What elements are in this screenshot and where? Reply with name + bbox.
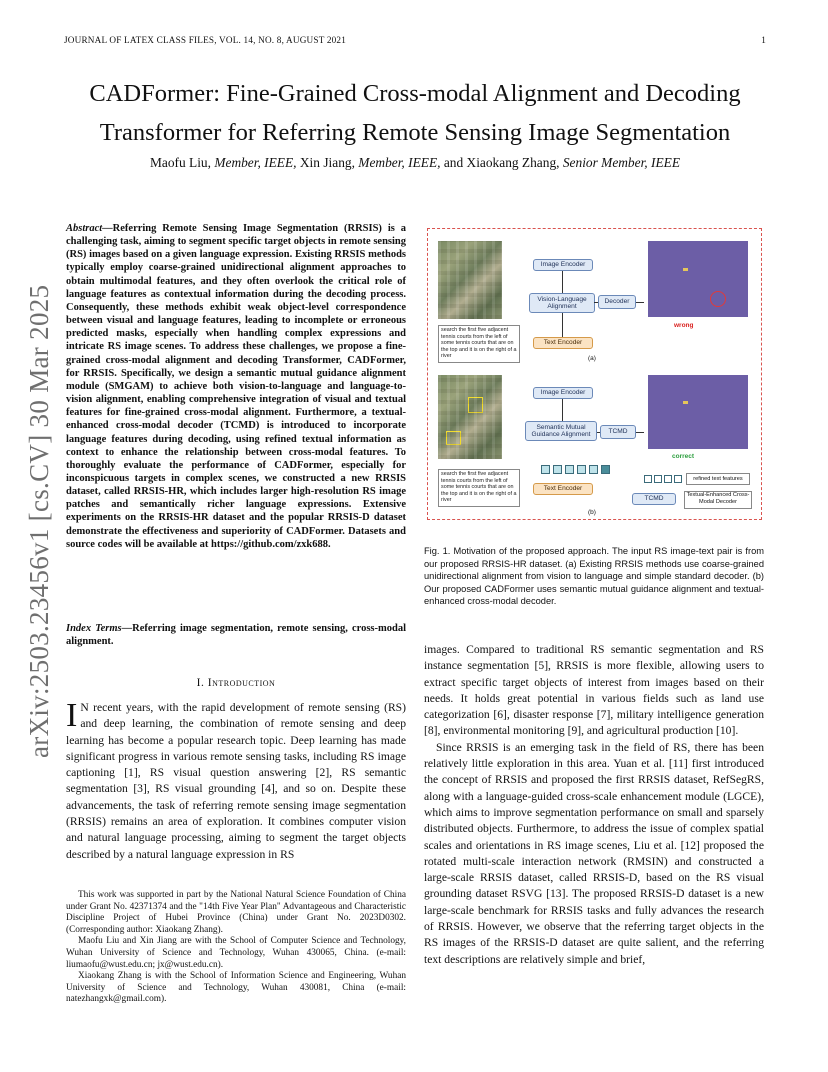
satellite-image-b — [438, 375, 502, 459]
author-list — [64, 155, 766, 171]
text-feature-square — [553, 465, 562, 474]
mask-blob — [683, 268, 688, 271]
legend-refined-text: refined text features — [686, 473, 750, 485]
abstract-text: —Referring Remote Sensing Image Segmentation (RRSIS) is a challenging task, aiming to segment specific target objects in remote sensing (RS) images based on a given language expression. Existing RRSIS methods typically employ coarse-grained unidirectional alignment approaches to obtain multimodal features, and they often overlook the critical role of language features as contextual information during the decoding process. Consequently, these methods exhibit weak object-level correspondence between visual and language features, leading to incomplete or erroneous predicted masks, especially when handling complex expressions and intricate RS image scenes. To address these challenges, we propose a fine-grained cross-modal alignment and decoding Transformer, CADFormer, for RRSIS. Specifically, we design a semantic mutual guidance alignment module (SMGAM) to achieve both vision-to-language and language-to-vision alignment, enabling comprehensive integration of visual and textual features for fine-grained cross-modal alignment. Furthermore, a textual-enhanced cross-modal decoder (TCMD) is introduced to incorporate language features during decoding, using refined textual information as context to enhance the relationship between cross-modal features. To thoroughly evaluate the performance of CADFormer, especially for inconspicuous targets in complex scenes, we constructed a new RRSIS dataset, called RRSIS-HR, which includes larger high-resolution RS image patches and semantically richer language expressions. Extensive experiments on the RRSIS-HR dataset and the popular RRSIS-D dataset demonstrate the effectiveness and superiority of CADFormer. Datasets and source codes will be available at https://github.com/zxk688. — [66, 223, 406, 550]
arrow — [562, 313, 563, 337]
text-feature-square — [565, 465, 574, 474]
index-terms-text: —Referring image segmentation, remote sensing, cross-modal alignment. — [66, 623, 407, 648]
author-3: and Xiaokang Zhang, — [443, 155, 560, 170]
index-terms-label: Index Terms — [66, 623, 122, 634]
prediction-mask-b — [648, 375, 748, 449]
arrow — [594, 302, 598, 303]
text-encoder-box-a: Text Encoder — [533, 337, 593, 349]
decoder-box: Decoder — [598, 295, 636, 309]
text-feature-square — [589, 465, 598, 474]
paragraph-2: Since RRSIS is an emerging task in the field of RS, there has been relatively little exploration in this area. Yuan et al. [11] first introduced the concept of RRSIS and proposed the first RRSIS dataset, RefSegRS, along with a language-guided cross-scale enhancement module (LGCE), which aims to improve segmentation performance on small and sparsely distributed objects. Furthermore, to address the issue of complex spatial scales and orientations in RS image scenes, Liu et al. [12] proposed the rotated multi-scale interaction network (RMSIN) and constructed a large-scale RRSIS dataset, called RRSIS-D, based on the RS visual grounding dataset RSVG [13]. The proposed RRSIS-D dataset is a new large-scale benchmark for RRSIS tasks and fully advances the research of RRSIS. However, we observe that the referring target objects in the RS images of the RRSIS-D dataset are quite salient, and the referring text descriptions are relatively simple and brief, — [424, 740, 764, 966]
paper-title — [64, 74, 766, 152]
arrow — [636, 432, 644, 433]
figure-label-b: (b) — [588, 509, 596, 516]
footnote-funding: This work was supported in part by the National Natural Science Foundation of China under Grant No. 42371374 and the "14th Five Year Plan" Advantageous and Characteristic Discipline Project of Hubei Province (China) under Grant No. 2023D0302. (Corresponding author: Xiaokang Zhang). — [66, 890, 406, 935]
tcmd-box: TCMD — [600, 425, 636, 439]
paragraph-1: images. Compared to traditional RS semantic segmentation and RS instance segmentation [5], RRSIS is more flexible, allowing users to extract specific target objects of interest from images based on their needs. It holds great potential in various fields such as land use categorization [6], disaster response [7], military intelligence generation [8], environmental monitoring [9], and agricultural production [10]. — [424, 643, 764, 738]
title-line-1: CADFormer: Fine-Grained Cross-modal Alignment and Decoding — [89, 80, 741, 107]
page-number: 1 — [761, 35, 766, 45]
footnote-affiliation-1: Maofu Liu and Xin Jiang are with the School of Computer Science and Technology, Wuhan University of Science and Technology, Wuhan 430065, China. (e-mail: liumaofu@wust.edu.cn; jx@wust.edu.cn). — [66, 936, 406, 970]
author-1: Maofu Liu, — [149, 155, 211, 170]
highlight-box — [468, 397, 483, 413]
text-feature-square — [601, 465, 610, 474]
prediction-mask-a — [648, 241, 748, 317]
abstract — [66, 222, 406, 551]
legend-tcmd-box: TCMD — [632, 493, 676, 505]
figure-1 — [427, 228, 762, 520]
running-head-text: JOURNAL OF LATEX CLASS FILES, VOL. 14, NO. 8, AUGUST 2021 — [64, 35, 347, 45]
legend-square — [644, 475, 652, 483]
arxiv-stamp: arXiv:2503.23456v1 [cs.CV] 30 Mar 2025 — [24, 284, 54, 758]
legend-square — [674, 475, 682, 483]
footnotes — [66, 890, 406, 1006]
mask-blob — [683, 401, 688, 404]
abstract-label: Abstract — [66, 223, 103, 234]
vision-language-alignment-box: Vision-Language Alignment — [529, 293, 595, 313]
satellite-image-a — [438, 241, 502, 319]
author-2-role: Member, IEEE, — [358, 155, 441, 170]
right-column-body — [424, 642, 764, 968]
drop-cap: I — [66, 697, 78, 734]
arrow — [597, 432, 600, 433]
author-1-role: Member, IEEE, — [214, 155, 297, 170]
correct-label: correct — [672, 453, 695, 460]
author-2: Xin Jiang, — [299, 155, 355, 170]
running-head — [64, 35, 766, 45]
arrow — [636, 302, 644, 303]
query-text-b: search the first five adjacent tennis courts from the left of some tennis courts that are on the top and it is on the right of a river — [438, 469, 520, 507]
arrow — [562, 271, 563, 293]
legend-square — [664, 475, 672, 483]
intro-paragraph — [66, 697, 406, 863]
error-circle — [710, 291, 726, 307]
legend-square — [654, 475, 662, 483]
query-text-a: search the first five adjacent tennis courts from the left of some tennis courts that are on the top and it is on the right of a river — [438, 325, 520, 363]
semantic-mutual-guidance-box: Semantic Mutual Guidance Alignment — [525, 421, 597, 441]
wrong-label: wrong — [674, 322, 694, 329]
text-feature-square — [577, 465, 586, 474]
text-encoder-box-b: Text Encoder — [533, 483, 593, 495]
figure-label-a: (a) — [588, 355, 596, 362]
text-feature-square — [541, 465, 550, 474]
legend-tcmd-description: Textual-Enhanced Cross-Modal Decoder — [684, 491, 752, 509]
index-terms — [66, 622, 406, 648]
footnote-affiliation-2: Xiaokang Zhang is with the School of Information Science and Engineering, Wuhan University of Science and Technology, Wuhan 430081, China (e-mail: natezhangxk@gmail.com). — [66, 971, 406, 1005]
highlight-box — [446, 431, 461, 445]
intro-text: N recent years, with the rapid development of remote sensing (RS) and deep learning, the combination of remote sensing and deep learning has become a popular research topic. Deep learning has made significant progress in various remote sensing tasks, including RS image captioning [1], RS visual question answering [2], RS semantic segmentation [3], RS visual grounding [4], and so on. Despite these advancements, the task of referring remote sensing image segmentation (RRSIS) remains an area of exploration. It combines computer vision and natural language processing, aiming to segment the target objects described by a natural language expression in RS — [66, 701, 406, 861]
image-encoder-box-a: Image Encoder — [533, 259, 593, 271]
title-line-2: Transformer for Referring Remote Sensing Image Segmentation — [99, 119, 731, 146]
arrow — [562, 399, 563, 421]
figure-caption: Fig. 1. Motivation of the proposed approach. The input RS image-text pair is from our proposed RRSIS-HR dataset. (a) Existing RRSIS methods use coarse-grained unidirectional alignment from vision to language and simple standard decoder. (b) Our proposed CADFormer uses semantic mutual guidance alignment and textual-enhanced cross-modal decoder. — [424, 546, 764, 607]
image-encoder-box-b: Image Encoder — [533, 387, 593, 399]
section-title: I. Introduction — [196, 677, 276, 689]
author-3-role: Senior Member, IEEE — [562, 155, 680, 170]
